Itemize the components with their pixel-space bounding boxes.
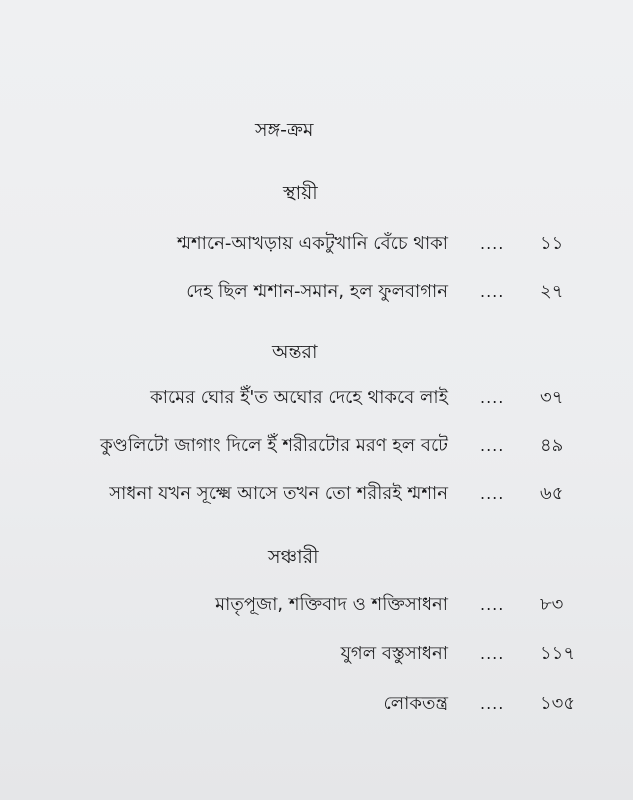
entry-leader-dots: .... [480,234,505,253]
entry-page-number: ৬৫ [540,483,564,504]
entry-page-number: ১১ [540,233,564,254]
entry-title: লোকতন্ত্র [383,693,448,714]
entry-leader-dots: .... [480,595,505,614]
entry-title: দেহ ছিল শ্মশান-সমান, হল ফুলবাগান [186,281,448,302]
toc-entry [0,278,633,308]
entry-title: যুগল বস্তুসাধনা [340,643,448,664]
entry-title: মাতৃপূজা, শক্তিবাদ ও শক্তিসাধনা [215,594,448,615]
entry-page-number: ৪৯ [540,435,564,456]
toc-entry [0,640,633,670]
entry-leader-dots: .... [480,644,505,663]
toc-entry [0,591,633,621]
section-heading-sanchari: সঞ্চারী [268,546,319,568]
entry-page-number: ২৭ [540,281,564,302]
toc-title: সঙ্গ-ক্রম [255,119,314,141]
toc-entry [0,384,633,414]
entry-title: কুণ্ডলিটো জাগাং দিলে ইঁ শরীরটোর মরণ হল বটে [100,435,448,456]
entry-title: শ্মশানে-আখড়ায় একটুখানি বেঁচে থাকা [176,233,448,254]
toc-entry [0,480,633,510]
entry-page-number: ৩৭ [540,387,564,408]
entry-leader-dots: .... [480,436,505,455]
entry-title: কামের ঘোর ইঁ'ত অঘোর দেহে থাকবে লাই [150,387,448,408]
toc-entry [0,432,633,462]
toc-entry [0,690,633,720]
toc-entry [0,230,633,260]
entry-page-number: ১৩৫ [540,693,576,714]
entry-page-number: ১১৭ [540,643,576,664]
section-heading-antara: অন্তরা [272,341,318,363]
entry-page-number: ৮৩ [540,594,564,615]
section-heading-sthayi: স্থায়ী [283,182,318,204]
entry-leader-dots: .... [480,484,505,503]
entry-leader-dots: .... [480,282,505,301]
entry-leader-dots: .... [480,388,505,407]
entry-leader-dots: .... [480,694,505,713]
entry-title: সাধনা যখন সূক্ষ্মে আসে তখন তো শরীরই শ্মশান [109,483,448,504]
